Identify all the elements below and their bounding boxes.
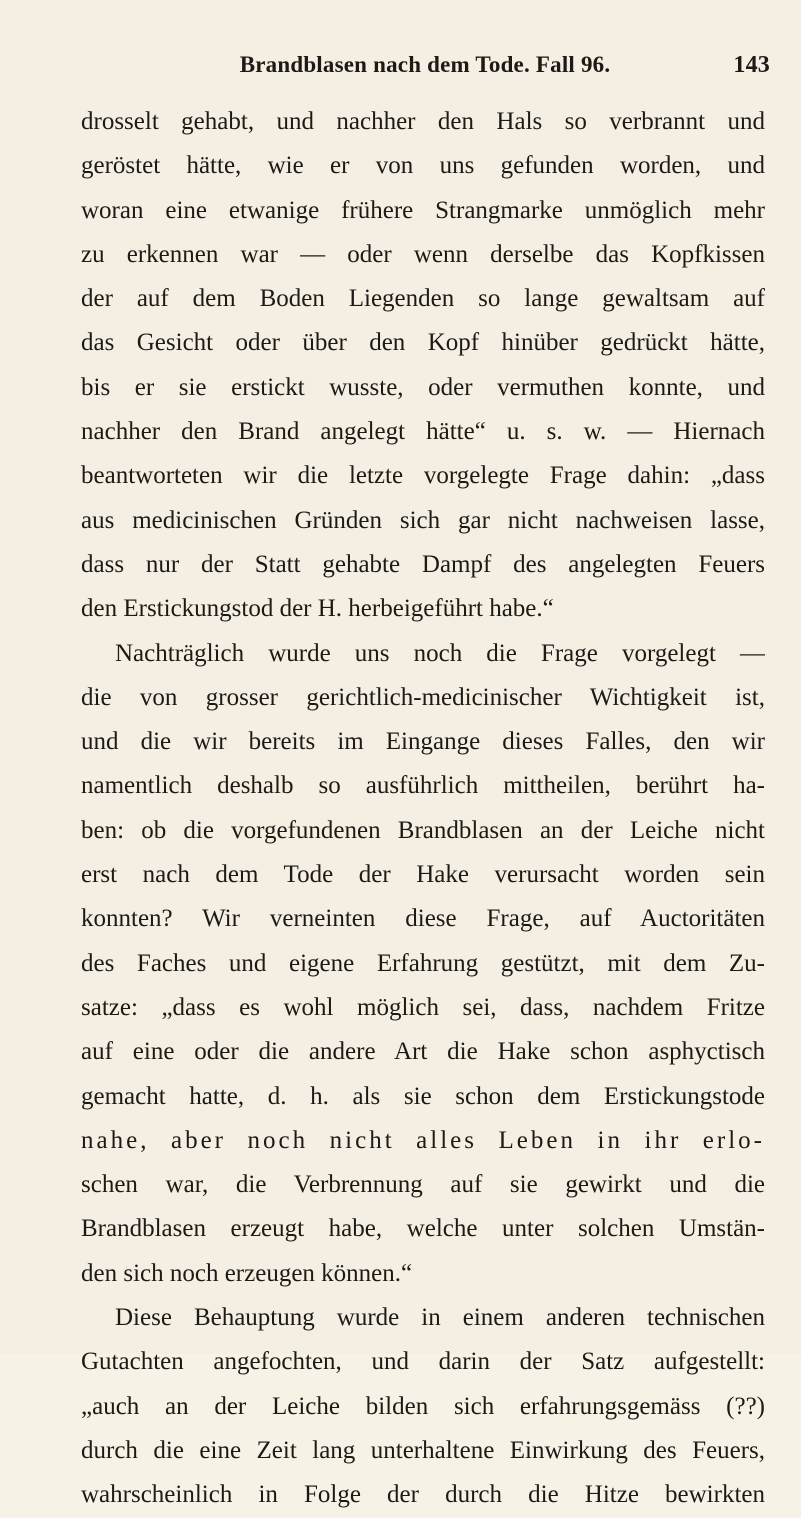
text-line: Gutachten angefochten, und darin der Satz aufgestellt: <box>81 1348 765 1376</box>
running-title: Brandblasen nach dem Tode. Fall 96. <box>239 52 611 77</box>
text-line: wahrscheinlich in Folge der durch die Hitze bewirkten <box>81 1481 765 1509</box>
text-line: den Erstickungstod der H. herbeigeführt habe.“ <box>81 595 554 623</box>
text-line: durch die eine Zeit lang unterhaltene Einwirkung des Feuers, <box>81 1436 765 1464</box>
text-line: ben: ob die vorgefundenen Brandblasen an der Leiche nicht <box>81 816 765 844</box>
text-line: geröstet hätte, wie er von uns gefunden worden, und <box>81 152 765 180</box>
text-line: satze: „dass es wohl möglich sei, dass, nachdem Fritze <box>81 993 765 1021</box>
text-line: der auf dem Boden Liegenden so lange gewaltsam auf <box>81 285 765 313</box>
text-line: Brandblasen erzeugt habe, welche unter solchen Umstän- <box>81 1215 765 1243</box>
text-line: den sich noch erzeugen können.“ <box>81 1259 413 1287</box>
text-line: drosselt gehabt, und nachher den Hals so verbrannt und <box>81 108 765 135</box>
text-line: und die wir bereits im Eingange dieses Falles, den wir <box>81 728 765 756</box>
text-line: das Gesicht oder über den Kopf hinüber gedrückt hätte, <box>81 329 765 357</box>
text-line: des Faches und eigene Erfahrung gestützt, mit dem Zu- <box>81 949 765 977</box>
text-line: namentlich deshalb so ausführlich mittheilen, berührt ha- <box>81 772 765 800</box>
text-line: konnten? Wir verneinten diese Frage, auf Auctoritäten <box>81 905 765 933</box>
body-text <box>81 100 765 1518</box>
text-line: Diese Behauptung wurde in einem anderen technischen <box>115 1304 765 1332</box>
text-line: erst nach dem Tode der Hake verursacht worden sein <box>81 861 765 889</box>
text-line: aus medicinischen Gründen sich gar nicht nachweisen lasse, <box>81 506 765 534</box>
text-line: zu erkennen war — oder wenn derselbe das Kopfkissen <box>81 240 765 268</box>
text-line: „auch an der Leiche bilden sich erfahrungsgemäss (??) <box>81 1392 765 1420</box>
text-line: woran eine etwanige frühere Strangmarke unmöglich mehr <box>81 196 765 224</box>
text-line: bis er sie erstickt wusste, oder vermuthen konnte, und <box>81 373 765 401</box>
text-line: dass nur der Statt gehabte Dampf des angelegten Feuers <box>81 550 765 578</box>
page-number: 143 <box>733 52 770 78</box>
text-line: auf eine oder die andere Art die Hake schon asphyctisch <box>81 1038 765 1066</box>
text-line: die von grosser gerichtlich-medicinischer Wichtigkeit ist, <box>81 683 765 711</box>
text-line: nahe, aber noch nicht alles Leben in ihr erlo- <box>81 1126 765 1154</box>
text-line: Nachträglich wurde uns noch die Frage vorgelegt — <box>115 639 765 667</box>
text-line: beantworteten wir die letzte vorgelegte Frage dahin: „dass <box>81 462 765 490</box>
running-head <box>80 52 770 88</box>
text-line: nachher den Brand angelegt hätte“ u. s. w. — Hiernach <box>81 418 765 446</box>
text-line: gemacht hatte, d. h. als sie schon dem Erstickungstode <box>81 1082 765 1110</box>
text-line: schen war, die Verbrennung auf sie gewirkt und die <box>81 1171 765 1199</box>
